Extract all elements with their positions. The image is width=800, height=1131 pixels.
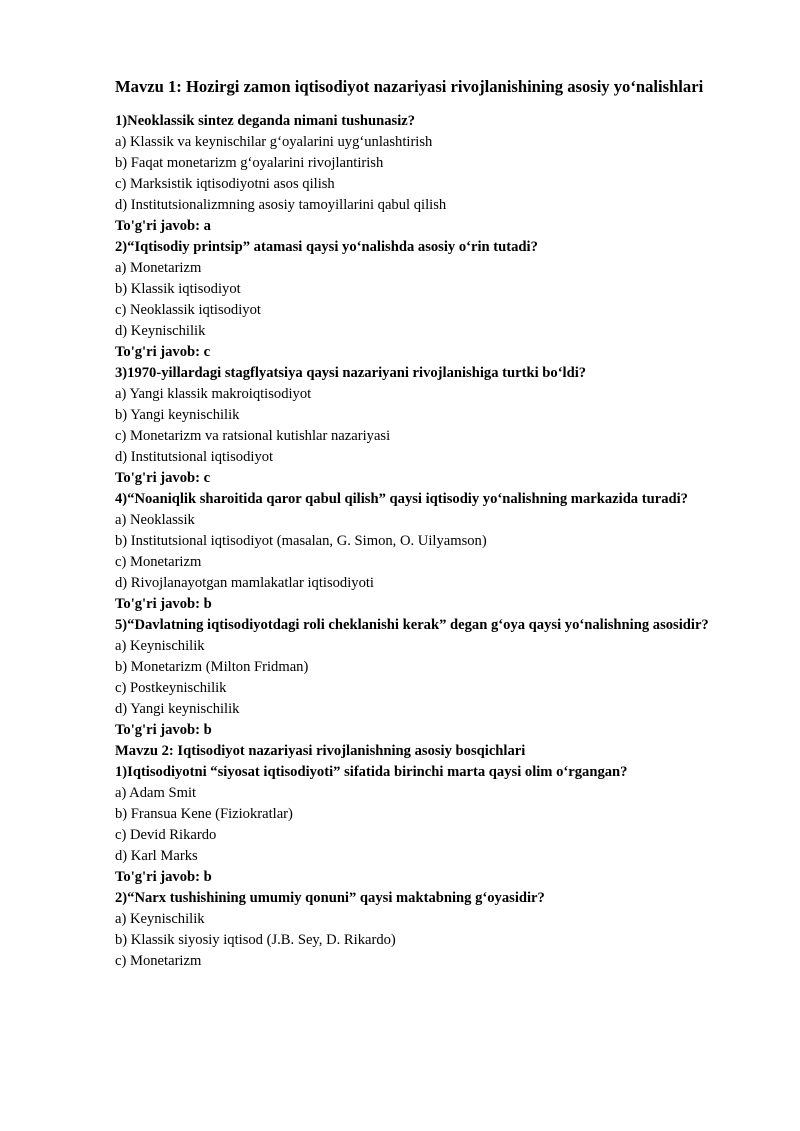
answer-option: c) Postkeynischilik (115, 680, 227, 696)
question-text: 5)“Davlatning iqtisodiyotdagi roli cheklanishi kerak” degan g‘oya qaysi yo‘nalishning asosidir? (115, 617, 709, 633)
answer-option: d) Yangi keynischilik (115, 701, 240, 717)
correct-answer: To'g'ri javob: c (115, 470, 211, 486)
answer-option: b) Institutsional iqtisodiyot (masalan, G. Simon, O. Uilyamson) (115, 533, 487, 549)
document-title: Mavzu 1: Hozirgi zamon iqtisodiyot nazariyasi rivojlanishining asosiy yo‘nalishlari (115, 77, 704, 96)
correct-answer: To'g'ri javob: b (115, 869, 212, 885)
answer-option: c) Monetarizm va ratsional kutishlar nazariyasi (115, 428, 391, 444)
section-heading: Mavzu 2: Iqtisodiyot nazariyasi rivojlanishning asosiy bosqichlari (115, 743, 526, 759)
answer-option: b) Yangi keynischilik (115, 407, 240, 423)
answer-option: b) Klassik siyosiy iqtisod (J.B. Sey, D. Rikardo) (115, 932, 396, 948)
answer-option: a) Klassik va keynischilar g‘oyalarini uyg‘unlashtirish (115, 134, 433, 150)
answer-option: a) Keynischilik (115, 638, 205, 654)
question-text: 1)Neoklassik sintez deganda nimani tushunasiz? (115, 113, 416, 129)
question-text: 2)“Iqtisodiy printsip” atamasi qaysi yo‘nalishda asosiy o‘rin tutadi? (115, 239, 538, 255)
answer-option: a) Keynischilik (115, 911, 205, 927)
question-text: 1)Iqtisodiyotni “siyosat iqtisodiyoti” sifatida birinchi marta qaysi olim o‘rgangan? (115, 764, 628, 780)
question-text: 2)“Narx tushishining umumiy qonuni” qaysi maktabning g‘oyasidir? (115, 890, 545, 906)
correct-answer: To'g'ri javob: b (115, 596, 212, 612)
answer-option: d) Institutsional iqtisodiyot (115, 449, 274, 465)
answer-option: b) Fransua Kene (Fiziokratlar) (115, 806, 293, 822)
answer-option: d) Rivojlanayotgan mamlakatlar iqtisodiyoti (115, 575, 374, 591)
answer-option: b) Monetarizm (Milton Fridman) (115, 659, 309, 675)
question-text: 4)“Noaniqlik sharoitida qaror qabul qilish” qaysi iqtisodiy yo‘nalishning markazida turadi? (115, 491, 688, 507)
answer-option: b) Faqat monetarizm g‘oyalarini rivojlantirish (115, 155, 384, 171)
answer-option: d) Institutsionalizmning asosiy tamoyillarini qabul qilish (115, 197, 447, 213)
answer-option: c) Devid Rikardo (115, 827, 217, 843)
correct-answer: To'g'ri javob: c (115, 344, 211, 360)
answer-option: a) Neoklassik (115, 512, 195, 528)
answer-option: d) Keynischilik (115, 323, 206, 339)
question-list (115, 111, 725, 972)
answer-option: a) Monetarizm (115, 260, 202, 276)
correct-answer: To'g'ri javob: a (115, 218, 211, 234)
answer-option: b) Klassik iqtisodiyot (115, 281, 241, 297)
answer-option: c) Monetarizm (115, 953, 202, 969)
answer-option: c) Neoklassik iqtisodiyot (115, 302, 261, 318)
correct-answer: To'g'ri javob: b (115, 722, 212, 738)
answer-option: c) Monetarizm (115, 554, 202, 570)
question-text: 3)1970-yillardagi stagflyatsiya qaysi nazariyani rivojlanishiga turtki bo‘ldi? (115, 365, 587, 381)
answer-option: a) Yangi klassik makroiqtisodiyot (115, 386, 312, 402)
answer-option: d) Karl Marks (115, 848, 198, 864)
answer-option: a) Adam Smit (115, 785, 197, 801)
answer-option: c) Marksistik iqtisodiyotni asos qilish (115, 176, 335, 192)
